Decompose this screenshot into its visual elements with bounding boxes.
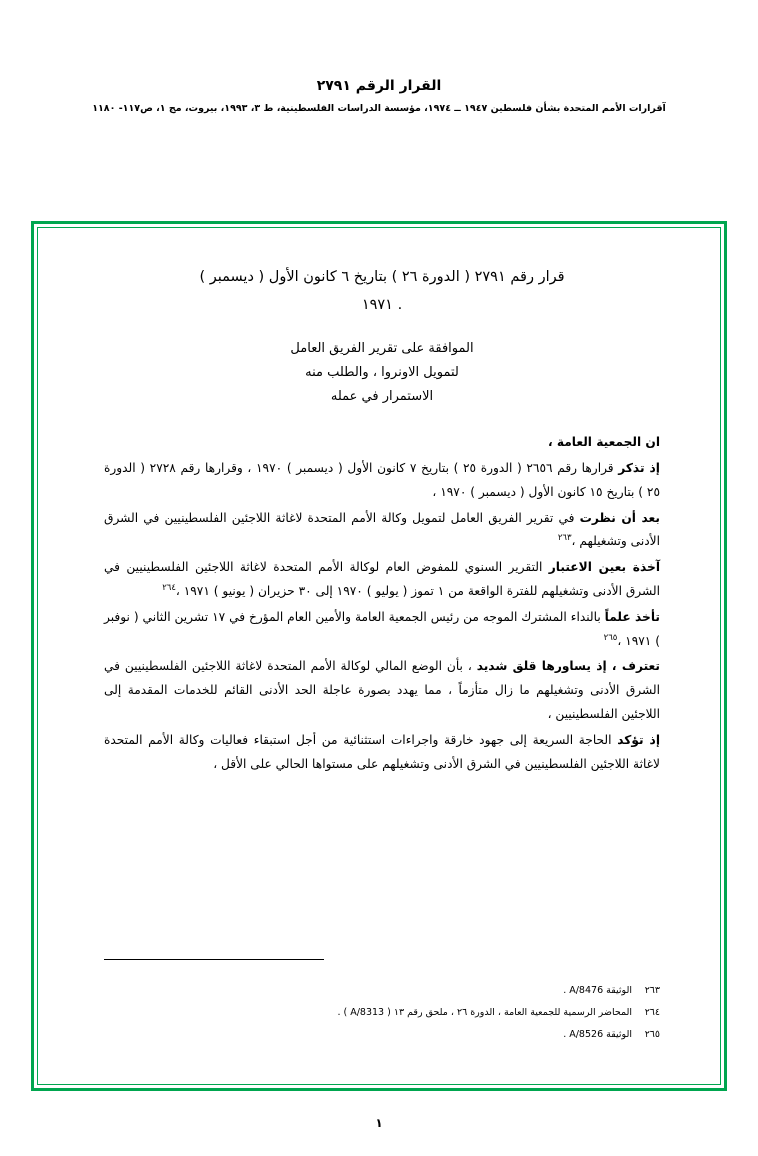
paragraph-lead: إذ تذكر <box>618 461 660 476</box>
paragraph-aware <box>104 655 660 726</box>
footnote-number: ٢٦٤ <box>644 1007 660 1019</box>
paragraph-text: التقرير السنوي للمفوض العام لوكالة الأمم المتحدة لاغاثة اللاجئين الفلسطينيين في الشرق الأدنى وتشغيلهم للفترة الواقعة من ١ تموز ( يوليو ) ١٩٧٠ إلى ٣٠ حزيران ( يونيو ) ١٩٧١ ، <box>104 560 660 599</box>
resolution-subject-line2: لتمويل الاونروا ، والطلب منه <box>305 365 459 381</box>
paragraph-noting-appeal <box>104 606 660 654</box>
footnote-reference: ٢٦٣ <box>557 533 572 544</box>
resolution-heading-line2: . ١٩٧١ <box>361 296 403 313</box>
paragraph-lead: إذ تؤكد <box>617 732 660 747</box>
footnote-item <box>104 1002 660 1024</box>
paragraph-affirming <box>104 729 660 777</box>
footnote-reference: ٢٦٤ <box>162 582 176 593</box>
footnote-text: الوثيقة A/8526 . <box>563 1029 632 1041</box>
paragraph-text: قرارها رقم ٢٦٥٦ ( الدورة ٢٥ ) بتاريخ ٧ كانون الأول ( ديسمبر ) ١٩٧٠ ، وقرارها رقم ٢٧٢٨ ( الدورة ٢٥ ) بتاريخ ١٥ كانون الأول ( ديسمبر ) ١٩٧٠ ، <box>104 461 660 499</box>
resolution-subject <box>217 337 547 409</box>
footnote-reference: ٢٦٥ <box>603 632 618 643</box>
resolution-subject-line1: الموافقة على تقرير الفريق العامل <box>290 341 474 357</box>
resolution-body <box>104 431 660 776</box>
paragraph-lead: آخذة بعين الاعتبار <box>548 560 660 575</box>
footnote-list <box>104 980 660 1046</box>
paragraph-text: الحاجة السريعة إلى جهود خارقة واجراءات استثنائية من أجل استبقاء فعاليات وكالة الأمم المتحدة لاغاثة اللاجئين الفلسطينيين في الشرق الأدنى وتشغيلهم على مستواها الحالي على الأقل ، <box>104 732 660 771</box>
resolution-heading <box>182 264 582 319</box>
paragraph-text: في تقرير الفريق العامل لتمويل وكالة الأمم المتحدة لاغاثة اللاجئين الفلسطينيين في الشرق الأدنى وتشغيلهم ، <box>104 510 660 549</box>
footnote-separator <box>104 959 324 960</box>
green-border-frame <box>31 221 727 1091</box>
paragraph-lead: تأخذ علماً <box>604 609 660 624</box>
paragraph-lead: تعترف ، إذ يساورها قلق شديد <box>476 659 661 674</box>
footnote-item <box>104 1024 660 1046</box>
page-number: ١ <box>375 1116 383 1130</box>
paragraph-taking-note <box>104 556 660 604</box>
document-page <box>0 78 758 1156</box>
footnote-text: الوثيقة A/8476 . <box>563 985 632 997</box>
paragraph-recalling <box>104 457 660 505</box>
page-title: القرار الرقم ٢٧٩١ <box>316 78 442 94</box>
paragraph-text: بالنداء المشترك الموجه من رئيس الجمعية العامة والأمين العام المؤرخ في ١٧ تشرين الثاني ( نوفبر ) ١٩٧١ ، <box>104 609 660 648</box>
paragraph-lead: بعد أن نظرت <box>579 510 660 525</box>
footnote-number: ٢٦٥ <box>644 1029 660 1041</box>
paragraph-lead: ان الجمعية العامة ، <box>547 435 660 450</box>
resolution-content <box>34 224 730 1094</box>
paragraph-assembly <box>104 431 660 455</box>
resolution-heading-line1: قرار رقم ٢٧٩١ ( الدورة ٢٦ ) بتاريخ ٦ كانون الأول ( ديسمبر ) <box>199 269 565 285</box>
footnote-item <box>104 980 660 1002</box>
footnote-text: المحاضر الرسمية للجمعية العامة ، الدورة ٢٦ ، ملحق رقم ١٣ ( A/8313 ) . <box>337 1007 632 1019</box>
paragraph-having-considered <box>104 507 660 555</box>
resolution-subject-line3: الاستمرار في عمله <box>330 389 434 405</box>
paragraph-text: ، بأن الوضع المالي لوكالة الأمم المتحدة لاغاثة اللاجئين الفلسطينيين في الشرق الأدنى وتشغيلهم ما زال متأزماً ، مما يهدد بصورة عاجلة الحد الأدنى القائم للخدمات المقدمة إلى اللاجئين الفلسطينيين ، <box>104 659 660 722</box>
footnote-number: ٢٦٣ <box>644 985 660 997</box>
document-source-citation: آقرارات الأمم المتحدة بشأن فلسطين ١٩٤٧ ــ ١٩٧٤، مؤسسة الدراسات الفلسطينية، ط ٣، ١٩٩٣، بيروت، مج ١، ص١١٧- ١١٨٠ <box>92 103 666 114</box>
